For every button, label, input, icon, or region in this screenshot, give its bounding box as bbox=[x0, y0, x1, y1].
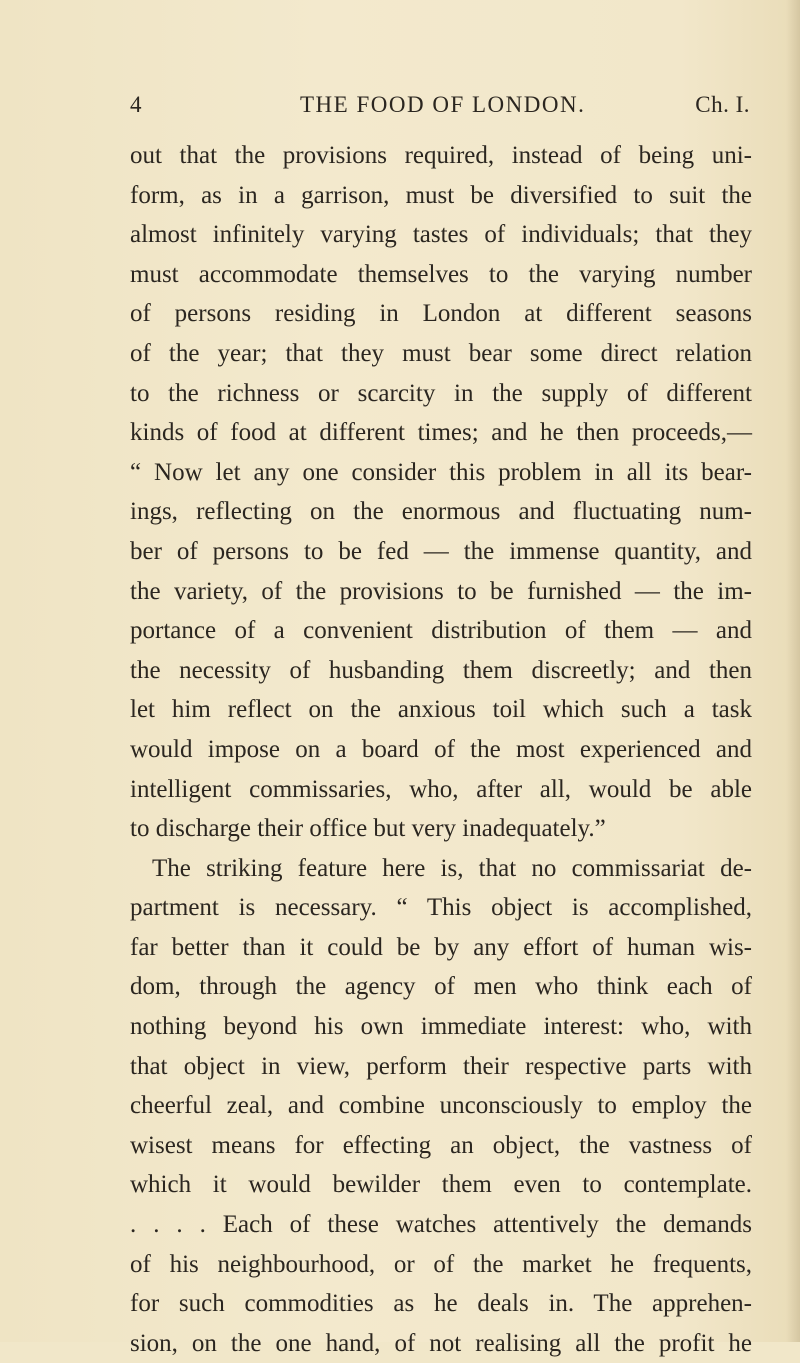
chapter-marker: Ch. I. bbox=[695, 92, 750, 117]
text-line: wisest means for effecting an object, the vastness of bbox=[130, 1131, 752, 1159]
text-line: out that the provisions required, instead of being uni- bbox=[130, 142, 752, 169]
text-line: partment is necessary. “ This object is accomplished, bbox=[130, 894, 752, 922]
text-line: to discharge their office but very inadequately.” bbox=[130, 815, 606, 843]
text-line: the variety, of the provisions to be furnished — the im- bbox=[130, 577, 752, 605]
text-line: sion, on the one hand, of not realising all the profit he bbox=[130, 1329, 752, 1357]
text-line: for such commodities as he deals in. The apprehen- bbox=[130, 1290, 752, 1318]
text-line: would impose on a board of the most experienced and bbox=[130, 735, 752, 763]
text-line: ber of persons to be fed — the immense quantity, and bbox=[130, 537, 752, 565]
text-line: to the richness or scarcity in the supply of different bbox=[130, 379, 752, 407]
text-line: portance of a convenient distribution of them — and bbox=[130, 617, 752, 645]
text-line: cheerful zeal, and combine unconsciously to employ the bbox=[130, 1092, 752, 1120]
body-text bbox=[130, 136, 752, 1363]
text-line: that object in view, perform their respective parts with bbox=[130, 1052, 752, 1080]
text-line: far better than it could be by any effort of human wis- bbox=[130, 933, 752, 961]
text-line: of the year; that they must bear some direct relation bbox=[130, 339, 752, 367]
text-line: must accommodate themselves to the varying number bbox=[130, 260, 752, 288]
text-line: . . . . Each of these watches attentively the demands bbox=[130, 1211, 752, 1239]
text-line: ings, reflecting on the enormous and fluctuating num- bbox=[130, 498, 752, 526]
page-number: 4 bbox=[130, 92, 142, 117]
text-line: let him reflect on the anxious toil which such a task bbox=[130, 696, 752, 724]
text-line: “ Now let any one consider this problem in all its bear- bbox=[130, 458, 752, 486]
text-line: of his neighbourhood, or of the market he frequents, bbox=[130, 1250, 752, 1278]
text-line: which it would bewilder them even to contemplate. bbox=[130, 1171, 752, 1199]
text-line: the necessity of husbanding them discreetly; and then bbox=[130, 656, 752, 684]
text-line: kinds of food at different times; and he then proceeds,— bbox=[130, 419, 752, 447]
text-line: nothing beyond his own immediate interest: who, with bbox=[130, 1013, 752, 1041]
text-line: form, as in a garrison, must be diversified to suit the bbox=[130, 181, 752, 209]
page-edge-shadow bbox=[786, 0, 800, 1342]
text-line: dom, through the agency of men who think each of bbox=[130, 973, 752, 1001]
text-line: intelligent commissaries, who, after all, would be able bbox=[130, 775, 752, 803]
running-title: THE FOOD OF LONDON. bbox=[300, 92, 586, 117]
running-header bbox=[130, 92, 750, 126]
text-line: The striking feature here is, that no commissariat de- bbox=[152, 854, 752, 882]
text-line: almost infinitely varying tastes of individuals; that they bbox=[130, 221, 752, 249]
text-line: of persons residing in London at different seasons bbox=[130, 300, 752, 328]
